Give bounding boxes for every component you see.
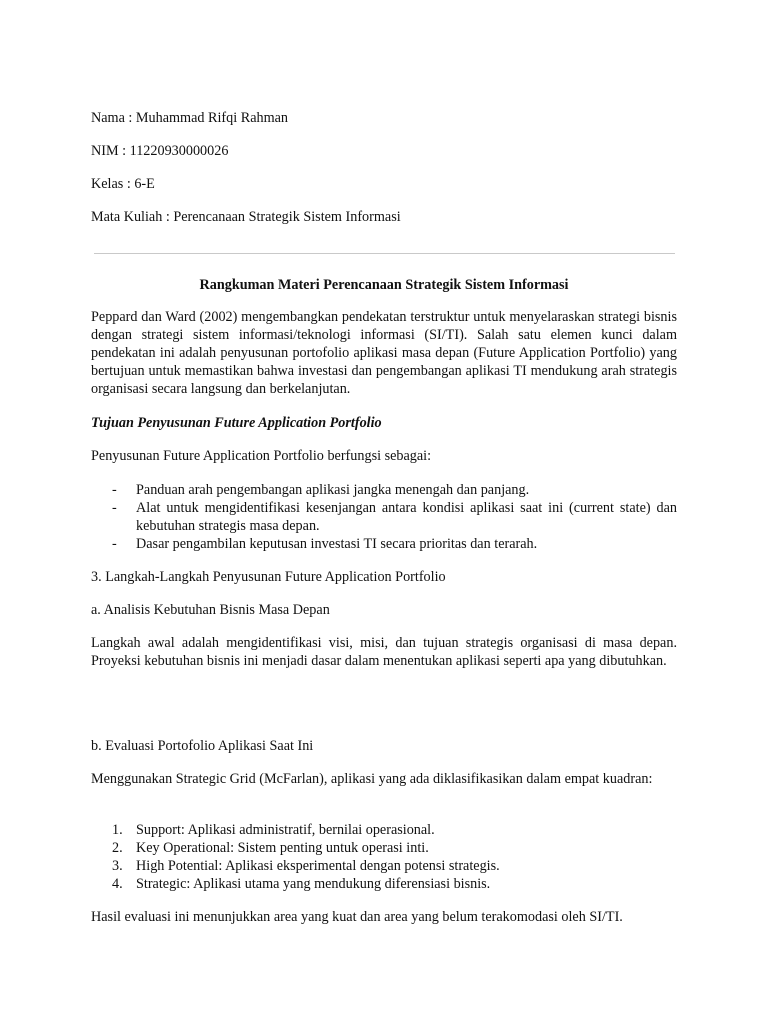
bullet-dash: - [112, 500, 117, 516]
list-item-text: Panduan arah pengembangan aplikasi jangka menengah dan panjang. [136, 482, 530, 498]
list-item-text: High Potential: Aplikasi eksperimental dengan potensi strategis. [136, 858, 500, 874]
step-b-paragraph: Menggunakan Strategic Grid (McFarlan), aplikasi yang ada diklasifikasikan dalam empat kuadran: [91, 771, 653, 787]
bullet-dash: - [112, 536, 117, 552]
list-item [91, 857, 677, 875]
tujuan-lead: Penyusunan Future Application Portfolio berfungsi sebagai: [91, 448, 432, 464]
list-item [91, 875, 677, 893]
list-number: 1. [112, 822, 123, 838]
bullet-dash: - [112, 482, 117, 498]
list-item [91, 499, 677, 535]
langkah-heading: 3. Langkah-Langkah Penyusunan Future Application Portfolio [91, 569, 446, 585]
document-page [91, 0, 677, 1024]
document-title: Rangkuman Materi Perencanaan Strategik Sistem Informasi [199, 277, 569, 293]
list-item [91, 535, 677, 553]
quadrant-list [91, 821, 677, 893]
student-class: Kelas : 6-E [91, 176, 155, 192]
list-item [91, 821, 677, 839]
list-item [91, 839, 677, 857]
list-item [91, 481, 677, 499]
list-item-text: Alat untuk mengidentifikasi kesenjangan antara kondisi aplikasi saat ini (current state) dan kebutuhan strategis masa depan. [136, 500, 677, 534]
step-a-paragraph: Langkah awal adalah mengidentifikasi visi, misi, dan tujuan strategis organisasi di masa depan. Proyeksi kebutuhan bisnis ini menjadi dasar dalam menentukan aplikasi seperti apa yang dibutuhkan. [91, 635, 677, 669]
student-name: Nama : Muhammad Rifqi Rahman [91, 110, 289, 126]
list-item-text: Dasar pengambilan keputusan investasi TI secara prioritas dan terarah. [136, 536, 538, 552]
list-number: 2. [112, 840, 123, 856]
list-number: 3. [112, 858, 123, 874]
step-a-heading: a. Analisis Kebutuhan Bisnis Masa Depan [91, 602, 330, 618]
course-name: Mata Kuliah : Perencanaan Strategik Sistem Informasi [91, 209, 401, 225]
horizontal-divider [94, 253, 675, 254]
conclusion-paragraph: Hasil evaluasi ini menunjukkan area yang kuat dan area yang belum terakomodasi oleh SI/TI. [91, 909, 623, 925]
tujuan-list [91, 481, 677, 553]
student-nim: NIM : 11220930000026 [91, 143, 229, 159]
step-b-heading: b. Evaluasi Portofolio Aplikasi Saat Ini [91, 738, 314, 754]
list-number: 4. [112, 876, 123, 892]
intro-paragraph: Peppard dan Ward (2002) mengembangkan pendekatan terstruktur untuk menyelaraskan strategi bisnis dengan strategi sistem informasi/teknologi informasi (SI/TI). Salah satu elemen kunci dalam pendekatan ini adalah penyusunan portofolio aplikasi masa depan (Future Application Portfolio) yang bertujuan untuk memastikan bahwa investasi dan pengembangan aplikasi TI mendukung arah strategis organisasi secara langsung dan berkelanjutan. [91, 309, 677, 397]
list-item-text: Strategic: Aplikasi utama yang mendukung diferensiasi bisnis. [136, 876, 491, 892]
list-item-text: Support: Aplikasi administratif, bernilai operasional. [136, 822, 435, 838]
list-item-text: Key Operational: Sistem penting untuk operasi inti. [136, 840, 429, 856]
tujuan-heading: Tujuan Penyusunan Future Application Portfolio [91, 415, 382, 431]
